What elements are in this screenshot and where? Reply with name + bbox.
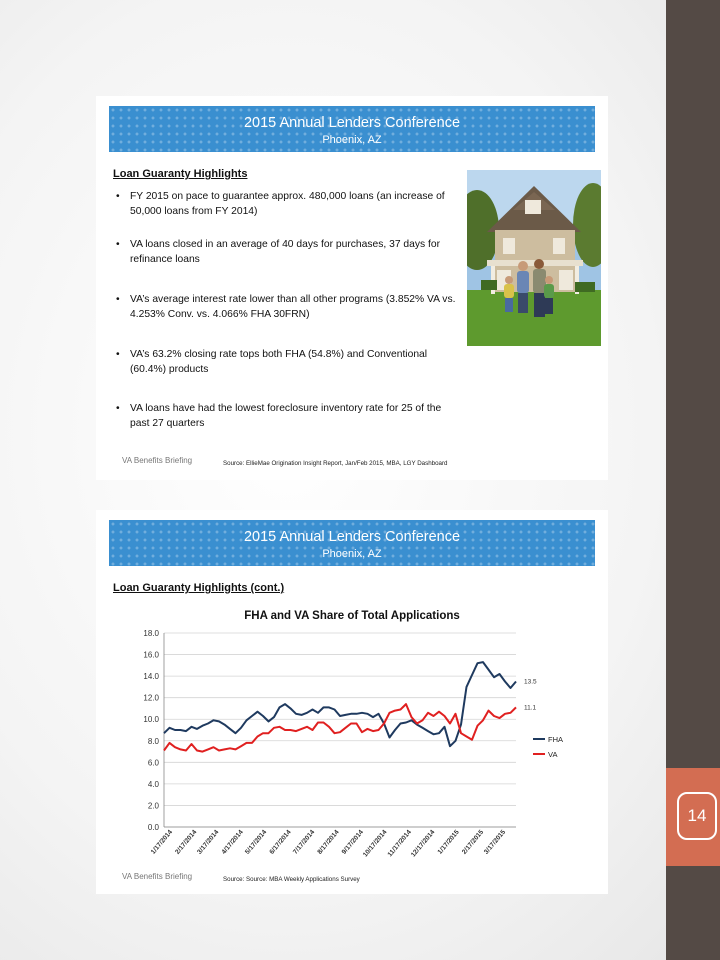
slide-loan-guaranty-highlights (96, 96, 608, 480)
y-tick-label: 0.0 (147, 823, 159, 832)
x-tick-label: 6/17/2014 (268, 828, 293, 856)
banner-subtitle: Phoenix, AZ (322, 134, 382, 146)
bullet-item (116, 292, 456, 322)
bullet-dot: • (116, 239, 120, 250)
bullet-text: VA’s average interest rate lower than all other programs (3.852% VA vs. 4.253% Conv. vs. 4.066% FHA 30FRN) (130, 294, 456, 320)
x-tick-label: 3/17/2015 (482, 828, 508, 856)
family-house-photo (467, 170, 601, 346)
y-tick-label: 12.0 (143, 693, 159, 703)
bullet-item (116, 189, 456, 219)
bullet-text: VA loans closed in an average of 40 days for purchases, 37 days for refinance loans (130, 239, 441, 265)
y-tick-label: 18.0 (143, 629, 159, 638)
footer-label: VA Benefits Briefing (122, 456, 193, 465)
y-tick-label: 10.0 (143, 715, 159, 725)
family-house-illustration (467, 170, 601, 346)
banner-title: 2015 Annual Lenders Conference (243, 115, 461, 131)
y-tick-label: 14.0 (143, 672, 159, 682)
x-tick-label: 2/17/2014 (174, 828, 199, 856)
slide-heading: Loan Guaranty Highlights (cont.) (113, 582, 285, 594)
chart-title: FHA and VA Share of Total Applications (244, 610, 460, 622)
banner-title: 2015 Annual Lenders Conference (243, 529, 461, 545)
slide-loan-guaranty-highlights-cont (96, 510, 608, 894)
bullet-dot: • (116, 349, 120, 360)
bullet-item (116, 237, 456, 267)
x-tick-label: 8/17/2014 (316, 828, 341, 856)
x-tick-label: 4/17/2014 (220, 828, 245, 856)
bullet-text: FY 2015 on pace to guarantee approx. 480,000 loans (an increase of 50,000 loans from FY 2014) (130, 191, 445, 217)
y-tick-label: 4.0 (147, 779, 159, 789)
legend-label-va: VA (548, 750, 558, 759)
footer-source: Source: EllieMae Origination Insight Report, Jan/Feb 2015, MBA, LGY Dashboard (223, 460, 448, 467)
x-tick-label: 10/17/2014 (361, 828, 389, 859)
end-value-label-fha: 13.5 (524, 678, 537, 686)
end-value-label-va: 11.1 (524, 704, 537, 712)
bullet-dot: • (116, 191, 120, 202)
y-tick-label: 16.0 (143, 650, 159, 660)
x-tick-label: 7/17/2014 (292, 828, 317, 856)
bullet-dot: • (116, 294, 120, 305)
x-tick-label: 1/17/2015 (436, 828, 461, 856)
bullet-text: VA’s 63.2% closing rate tops both FHA (54.8%) and Conventional (60.4%) products (130, 349, 428, 375)
y-tick-label: 2.0 (147, 801, 159, 811)
fha-va-share-chart (96, 510, 608, 894)
bullet-item (116, 401, 456, 431)
x-tick-label: 11/17/2014 (386, 828, 413, 859)
x-tick-label: 9/17/2014 (340, 828, 365, 856)
y-tick-label: 8.0 (147, 736, 159, 746)
bullet-text: VA loans have had the lowest foreclosure inventory rate for 25 of the past 27 quarters (130, 403, 442, 429)
x-tick-label: 1/17/2014 (149, 828, 175, 856)
footer-label: VA Benefits Briefing (122, 872, 193, 881)
bullet-item (116, 347, 456, 377)
footer-source: Source: Source: MBA Weekly Applications Survey (223, 876, 360, 883)
x-tick-label: 2/17/2015 (460, 828, 486, 856)
x-tick-label: 12/17/2014 (409, 828, 437, 859)
x-tick-label: 3/17/2014 (196, 828, 221, 856)
bullet-dot: • (116, 403, 120, 414)
slide-heading: Loan Guaranty Highlights (113, 168, 248, 180)
x-tick-label: 5/17/2014 (244, 828, 269, 856)
y-tick-label: 6.0 (147, 758, 159, 768)
banner-subtitle: Phoenix, AZ (322, 548, 382, 560)
conference-banner (109, 106, 595, 152)
page-number: 14 (677, 792, 717, 840)
legend-label-fha: FHA (548, 735, 563, 744)
